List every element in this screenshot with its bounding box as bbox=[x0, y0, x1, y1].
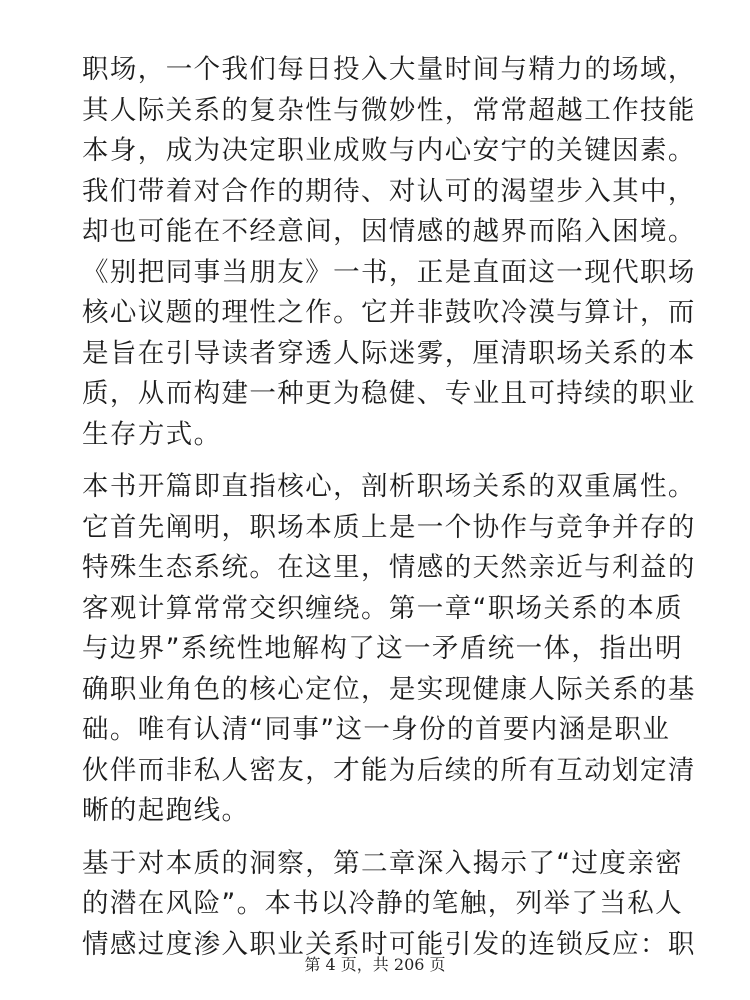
text-line: 本身，成为决定职业成败与内心安宁的关键因素。 bbox=[82, 135, 696, 166]
text-line: 特殊生态系统。在这里，情感的天然亲近与利益的 bbox=[82, 552, 696, 583]
text-line: 核心议题的理性之作。它并非鼓吹冷漠与算计，而 bbox=[82, 297, 696, 328]
text-line: 生存方式。 bbox=[82, 418, 222, 450]
text-line: 我们带着对合作的期待、对认可的渴望步入其中， bbox=[82, 175, 696, 207]
text-line: 情感过度渗入职业关系时可能引发的连锁反应：职 bbox=[82, 928, 696, 960]
text-line: 质，从而构建一种更为稳健、专业且可持续的职业 bbox=[82, 378, 696, 409]
paragraph-2 bbox=[82, 467, 696, 832]
text-line: 职场，一个我们每日投入大量时间与精力的场域， bbox=[82, 54, 696, 85]
text-line: 本书开篇即直指核心，剖析职场关系的双重属性。 bbox=[82, 471, 696, 502]
text-line: 却也可能在不经意间，因情感的越界而陷入困境。 bbox=[82, 216, 696, 247]
text-line: 基于对本质的洞察，第二章深入揭示了“过度亲密 bbox=[82, 847, 684, 879]
text-line: 础。唯有认清“同事”这一身份的首要内涵是职业 bbox=[82, 714, 671, 745]
text-line: 《别把同事当朋友》一书，正是直面这一现代职场 bbox=[82, 256, 696, 288]
paragraph-1 bbox=[82, 50, 696, 455]
text-line: 其人际关系的复杂性与微妙性，常常超越工作技能 bbox=[82, 94, 696, 126]
text-line: 客观计算常常交织缠绕。第一章“职场关系的本质 bbox=[82, 592, 684, 624]
text-line: 伙伴而非私人密友，才能为后续的所有互动划定清 bbox=[82, 754, 696, 786]
page-number-footer: 第 4 页，共 206 页 bbox=[304, 955, 446, 974]
text-line: 它首先阐明，职场本质上是一个协作与竞争并存的 bbox=[82, 511, 696, 543]
text-line: 晰的起跑线。 bbox=[82, 795, 250, 826]
text-line: 的潜在风险”。本书以冷静的笔触，列举了当私人 bbox=[82, 888, 684, 919]
body-text bbox=[82, 50, 696, 977]
paragraph-3 bbox=[82, 844, 696, 966]
text-line: 确职业角色的核心定位，是实现健康人际关系的基 bbox=[82, 673, 696, 705]
text-line: 与边界”系统性地解构了这一矛盾统一体，指出明 bbox=[82, 633, 684, 664]
text-line: 是旨在引导读者穿透人际迷雾，厘清职场关系的本 bbox=[82, 337, 696, 369]
